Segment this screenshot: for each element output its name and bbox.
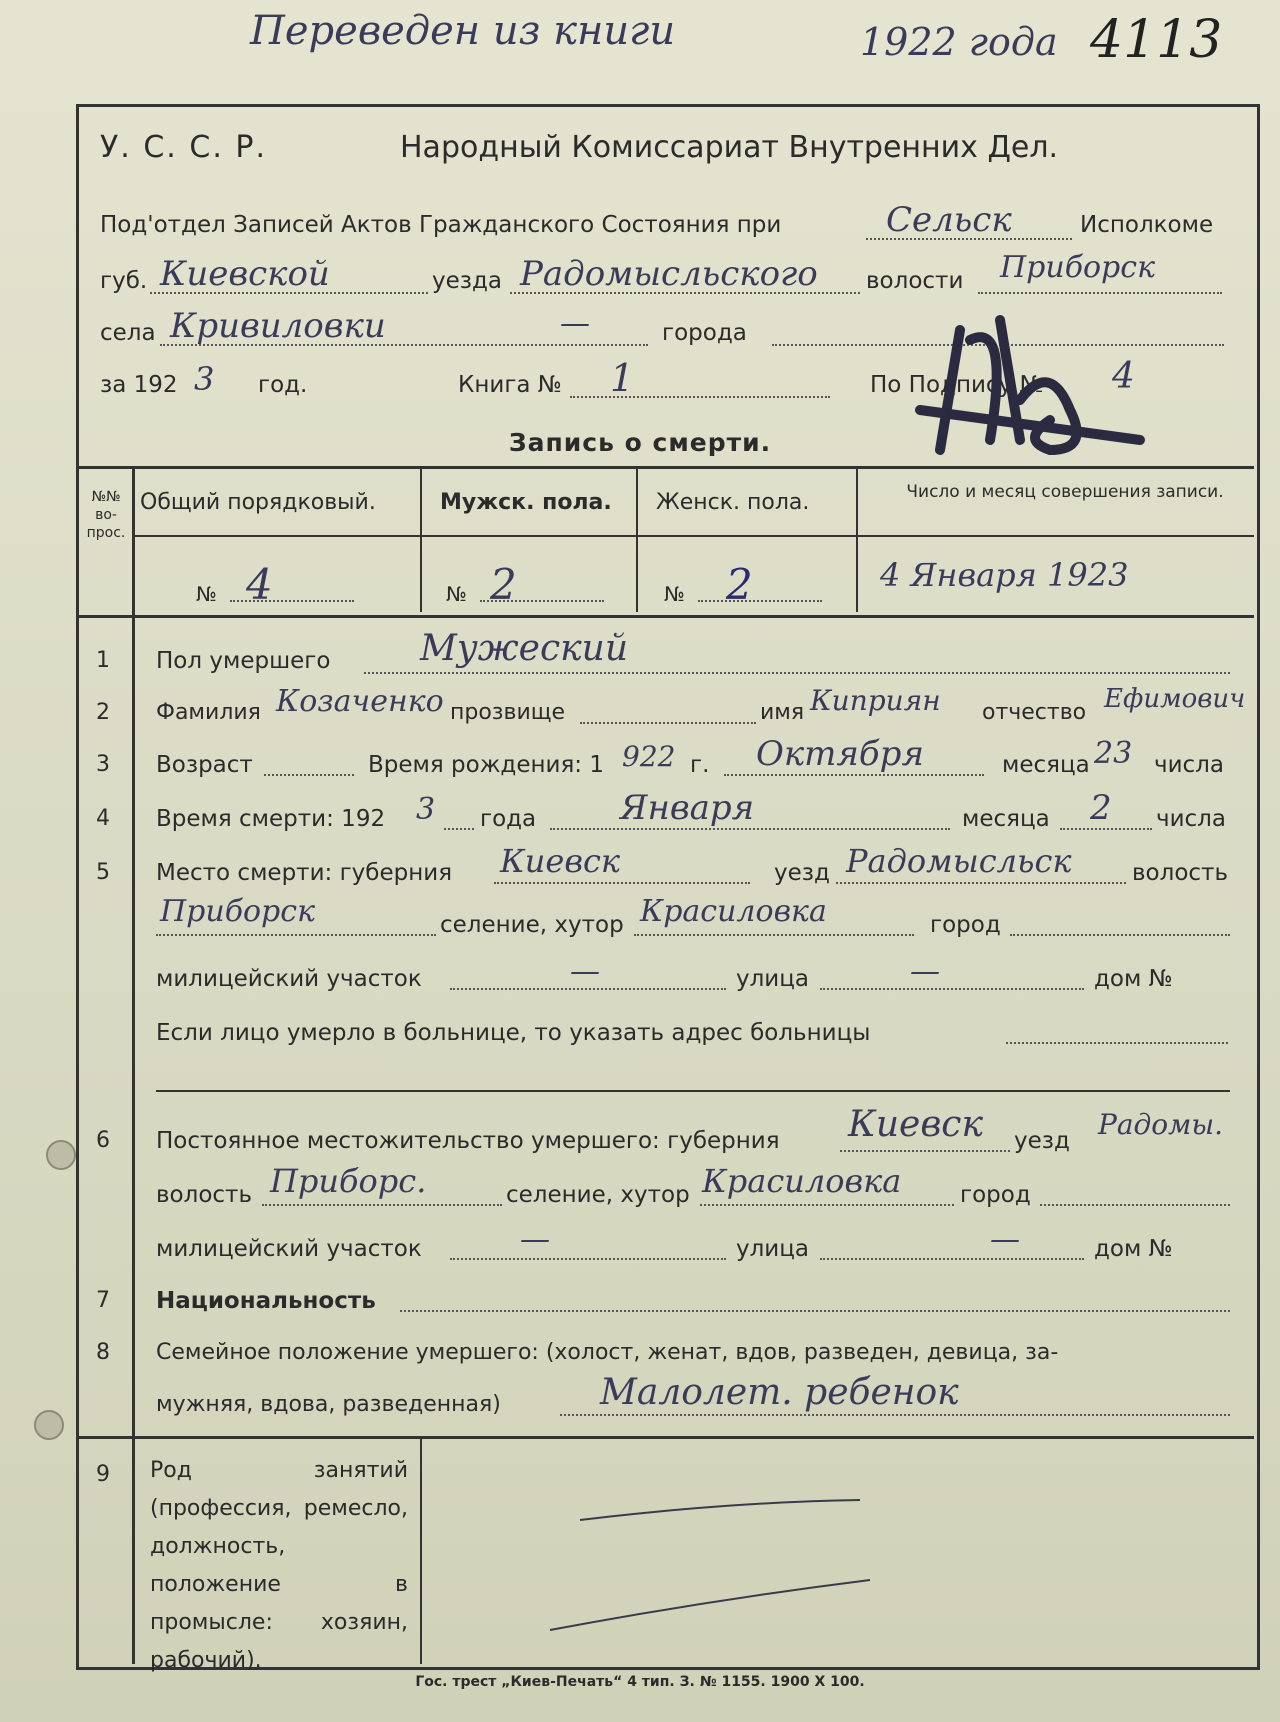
marital-label-1: Семейное положение умершего: (холост, женат, вдов, разведен, девица, за- xyxy=(156,1340,1059,1365)
male-number-value: 2 xyxy=(490,560,517,609)
patronymic-value: Ефимович xyxy=(1104,684,1246,714)
year-digit: 3 xyxy=(194,360,215,398)
death-volost-label: волость xyxy=(1132,860,1228,886)
general-number-value: 4 xyxy=(246,560,273,609)
printer-footer: Гос. трест „Киев-Печать“ 4 тип. З. № 1155. 1900 Х 100. xyxy=(415,1674,865,1690)
occupation-empty-mark xyxy=(430,1450,1230,1660)
birth-year-value: 922 xyxy=(622,740,676,773)
sex-value: Мужеский xyxy=(420,628,629,669)
residence-selo-value: Красиловка xyxy=(702,1162,902,1200)
death-time-label: Время смерти: 192 xyxy=(156,806,386,832)
female-no-label: № xyxy=(664,582,685,606)
residence-house-label: дом № xyxy=(1094,1236,1173,1262)
header-ussr: У. С. С. Р. xyxy=(100,130,268,165)
general-no-label: № xyxy=(196,582,217,606)
residence-label: Постоянное местожительство умершего: губерния xyxy=(156,1128,780,1154)
female-number-value: 2 xyxy=(726,560,753,609)
birth-g-label: г. xyxy=(690,752,710,778)
death-volost-value: Приборск xyxy=(160,894,315,929)
hospital-label: Если лицо умерло в больнице, то указать адрес больницы xyxy=(156,1020,871,1046)
uezd-label: уезда xyxy=(432,268,502,294)
death-uezd-value: Радомысльск xyxy=(846,842,1072,880)
male-header: Мужск. пола. xyxy=(440,490,612,515)
sex-label: Пол умершего xyxy=(156,648,331,674)
subdept-value: Сельск xyxy=(886,200,1012,240)
top-note-number: 4113 xyxy=(1090,10,1223,70)
book-value: 1 xyxy=(610,356,635,400)
nationality-label: Национальность xyxy=(156,1288,376,1314)
top-handwritten-note: Переведен из книги xyxy=(250,8,676,54)
birth-month-value: Октября xyxy=(756,734,924,774)
executive-committee-label: Исполкоме xyxy=(1080,212,1214,238)
subdept-label: Под'отдел Записей Актов Гражданского Состояния при xyxy=(100,212,782,238)
volost-label: волости xyxy=(866,268,964,294)
q-num-2: 2 xyxy=(96,700,110,725)
death-militia-dash: — xyxy=(570,954,600,989)
first-name-label: имя xyxy=(760,700,805,725)
marital-value: Малолет. ребенок xyxy=(600,1372,959,1413)
death-month-label: месяца xyxy=(962,806,1050,832)
residence-gub-value: Киевск xyxy=(848,1104,983,1145)
q-num-9: 9 xyxy=(96,1462,110,1487)
birth-month-label: месяца xyxy=(1002,752,1090,778)
header-commissariat: Народный Комиссариат Внутренних Дел. xyxy=(400,130,1059,165)
volost-value: Приборск xyxy=(1000,250,1155,285)
selo-dash: — xyxy=(560,306,590,341)
residence-uezd-label: уезд xyxy=(1014,1128,1070,1154)
death-selo-value: Красиловка xyxy=(640,894,827,929)
marital-label-2: мужняя, вдова, разведенная) xyxy=(156,1392,501,1417)
residence-selo-label: селение, хутор xyxy=(506,1182,690,1208)
residence-gorod-label: город xyxy=(960,1182,1031,1208)
year-label: за 192 xyxy=(100,372,178,398)
death-street-label: улица xyxy=(736,966,810,992)
residence-volost-label: волость xyxy=(156,1182,252,1208)
residence-volost-value: Приборс. xyxy=(270,1162,427,1200)
signature-label: По Подпису № xyxy=(870,372,1044,398)
record-date-header: Число и месяц совершения записи. xyxy=(906,482,1224,502)
q-num-6: 6 xyxy=(96,1128,110,1153)
record-date-value: 4 Января 1923 xyxy=(880,556,1129,594)
q-num-1: 1 xyxy=(96,648,110,673)
death-day-label: числа xyxy=(1156,806,1226,832)
patronymic-label: отчество xyxy=(982,700,1087,725)
question-number-header: №№ во- прос. xyxy=(86,489,126,541)
gub-label: губ. xyxy=(100,268,148,294)
year-god-label: год. xyxy=(258,372,308,398)
residence-militia-dash: — xyxy=(520,1222,550,1257)
residence-street-dash: — xyxy=(990,1222,1020,1257)
occupation-label: Род занятий (профессия, ремесло, должность, положение в промысле: хозяин, рабочий). xyxy=(150,1458,408,1673)
selo-label: села xyxy=(100,320,156,346)
q-num-7: 7 xyxy=(96,1288,110,1313)
male-no-label: № xyxy=(446,582,467,606)
signature-number: 4 xyxy=(1112,356,1135,397)
book-label: Книга № xyxy=(458,372,562,398)
q-num-5: 5 xyxy=(96,860,110,885)
death-selo-label: селение, хутор xyxy=(440,912,624,938)
death-year-label: года xyxy=(480,806,537,832)
residence-militia-label: милицейский участок xyxy=(156,1236,422,1262)
q-num-4: 4 xyxy=(96,806,110,831)
q-num-3: 3 xyxy=(96,752,110,777)
death-house-label: дом № xyxy=(1094,966,1173,992)
age-label: Возраст xyxy=(156,752,253,778)
gorod-label: города xyxy=(662,320,747,346)
record-title: Запись о смерти. xyxy=(508,428,772,457)
gub-value: Киевской xyxy=(160,254,330,294)
death-month-value: Января xyxy=(620,788,755,828)
female-header: Женск. пола. xyxy=(656,490,810,515)
top-note-year: 1922 года xyxy=(860,20,1058,64)
birth-label: Время рождения: 1 xyxy=(368,752,604,778)
general-number-header: Общий порядковый. xyxy=(140,490,376,515)
death-gub-value: Киевск xyxy=(500,842,620,880)
surname-label: Фамилия xyxy=(156,700,261,725)
birth-day-value: 23 xyxy=(1094,736,1133,771)
residence-street-label: улица xyxy=(736,1236,810,1262)
death-place-label: Место смерти: губерния xyxy=(156,860,453,886)
death-militia-label: милицейский участок xyxy=(156,966,422,992)
uezd-value: Радомысльского xyxy=(520,254,818,294)
death-day-value: 2 xyxy=(1090,788,1112,828)
death-gorod-label: город xyxy=(930,912,1001,938)
surname-value: Козаченко xyxy=(276,684,444,719)
nickname-label: прозвище xyxy=(450,700,566,725)
residence-uezd-value: Радомы. xyxy=(1098,1108,1224,1141)
death-street-dash: — xyxy=(910,954,940,989)
selo-value: Кривиловки xyxy=(170,306,386,346)
death-uezd-label: уезд xyxy=(774,860,830,886)
first-name-value: Киприян xyxy=(810,684,941,717)
q-num-8: 8 xyxy=(96,1340,110,1365)
death-year-digit: 3 xyxy=(416,792,436,827)
birth-day-label: числа xyxy=(1154,752,1224,778)
